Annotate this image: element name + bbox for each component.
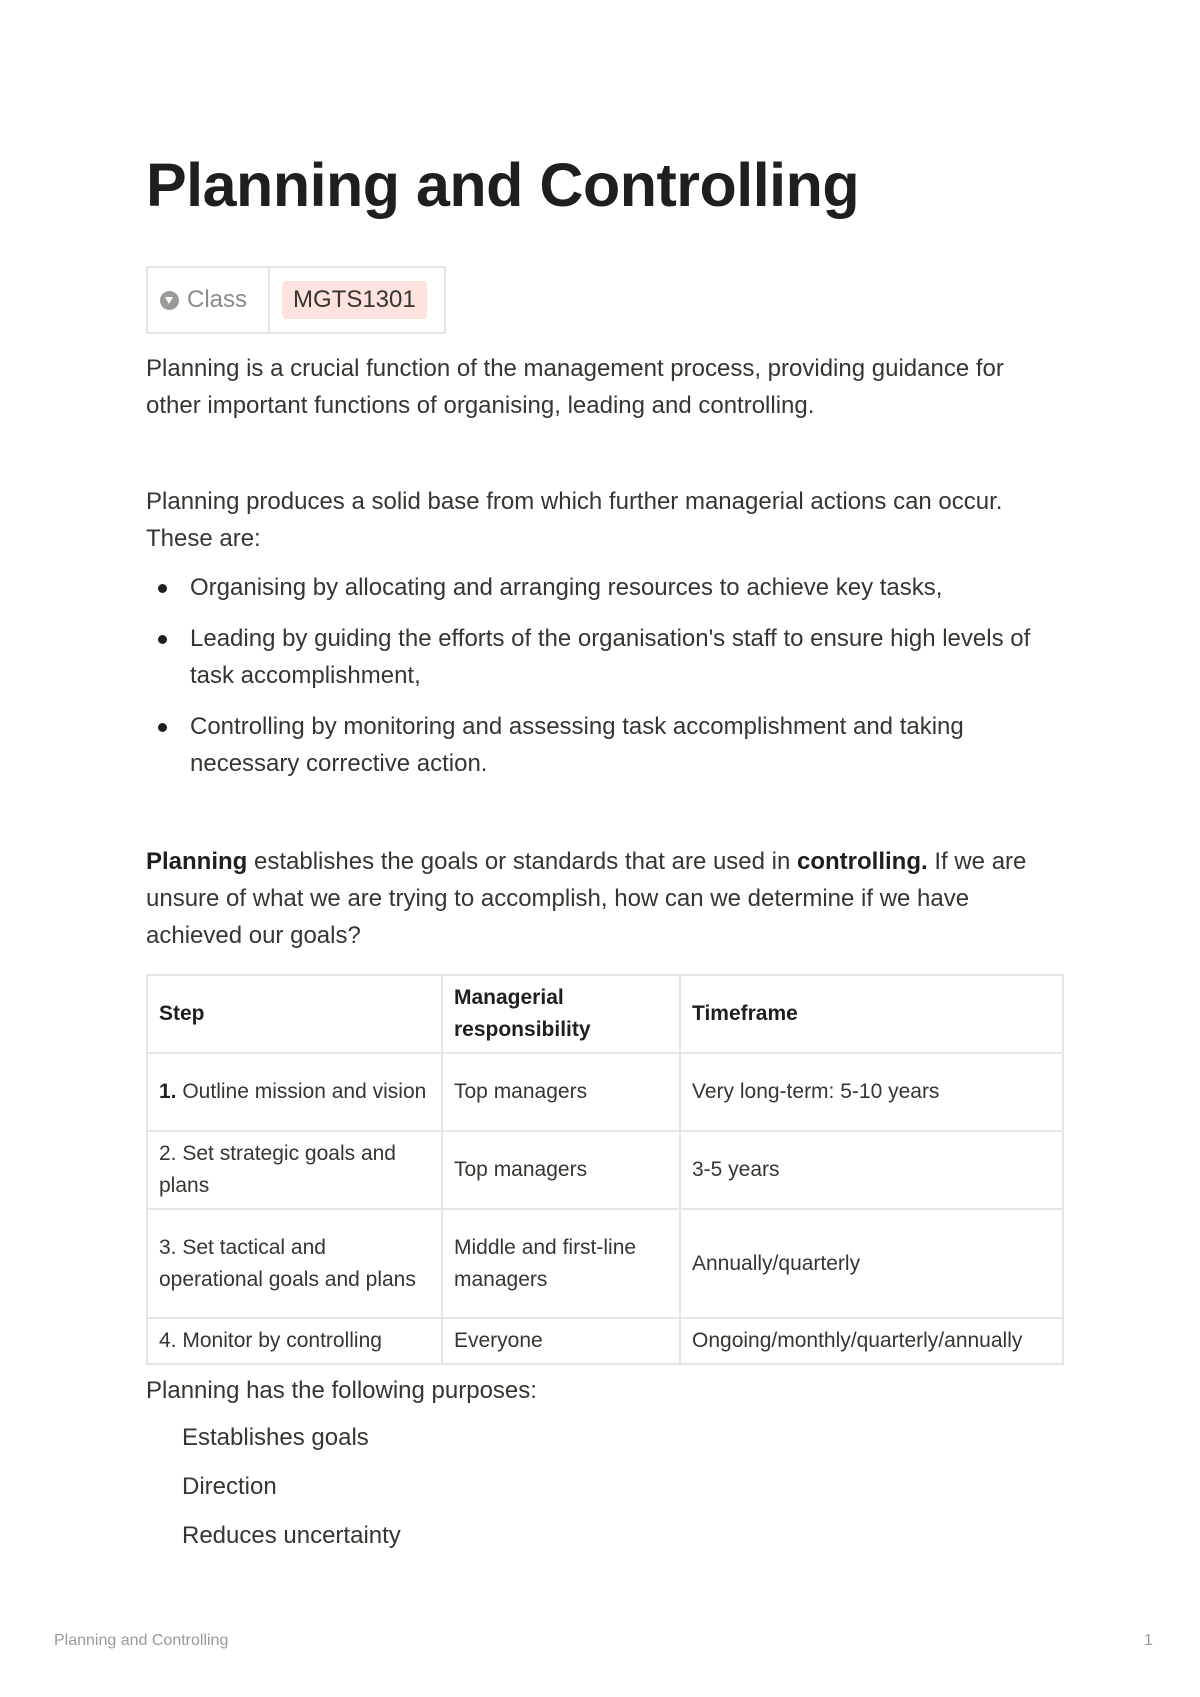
timeframe-cell: Ongoing/monthly/quarterly/annually (680, 1318, 1063, 1364)
step-cell (147, 1053, 442, 1131)
table-row (147, 1209, 1063, 1318)
header-responsibility: Managerial responsibility (442, 975, 680, 1053)
footer-title: Planning and Controlling (54, 1632, 229, 1649)
intro-paragraph: Planning is a crucial function of the management process, providing guidance for other important functions of organising, leading and controlling. (146, 355, 1004, 419)
responsibility-cell: Top managers (442, 1131, 680, 1209)
step-cell: 4. Monitor by controlling (147, 1318, 442, 1364)
table-row (147, 1318, 1063, 1364)
property-table (146, 266, 446, 334)
timeframe-cell: 3-5 years (680, 1131, 1063, 1209)
goals-paragraph (146, 843, 1064, 954)
header-timeframe: Timeframe (680, 975, 1063, 1053)
goals-text-1: establishes the goals or standards that are used in (247, 848, 798, 875)
list-item: Establishes goals (182, 1424, 369, 1451)
property-name: Class (187, 286, 248, 313)
list-item: Controlling by monitoring and assessing task accomplishment and taking necessary corrective action. (146, 708, 1064, 782)
step-cell: 3. Set tactical and operational goals and plans (147, 1209, 442, 1318)
step-cell: 2. Set strategic goals and plans (147, 1131, 442, 1209)
bold-controlling: controlling. (797, 848, 928, 875)
step-text: Outline mission and vision (176, 1080, 427, 1103)
base-paragraph: Planning produces a solid base from which further managerial actions can occur. These are: (146, 488, 1003, 552)
bold-planning: Planning (146, 848, 248, 875)
table-header-row (147, 975, 1063, 1053)
responsibility-cell: Middle and first-line managers (442, 1209, 680, 1318)
timeframe-cell: Very long-term: 5-10 years (680, 1053, 1063, 1131)
purposes-list (182, 1419, 401, 1566)
actions-list (146, 569, 1064, 796)
property-name-cell (147, 267, 269, 333)
list-item: Reduces uncertainty (182, 1522, 401, 1549)
select-circle-icon (160, 291, 179, 310)
list-item: Organising by allocating and arranging resources to achieve key tasks, (146, 569, 1064, 606)
planning-steps-table (146, 974, 1064, 1365)
table-row (147, 1053, 1063, 1131)
goals-text-2: If we are unsure of what we are trying to accomplish, how can we determine if we have achieved our goals? (146, 848, 1027, 949)
footer-page-number: 1 (1144, 1632, 1153, 1649)
step-number: 1. (159, 1080, 177, 1103)
class-tag: MGTS1301 (282, 281, 427, 319)
page-title: Planning and Controlling (146, 151, 860, 219)
property-value-cell (269, 267, 445, 333)
header-step: Step (147, 975, 442, 1053)
list-item: Direction (182, 1473, 277, 1500)
responsibility-cell: Everyone (442, 1318, 680, 1364)
list-item: Leading by guiding the efforts of the organisation's staff to ensure high levels of task accomplishment, (146, 620, 1064, 694)
purposes-paragraph: Planning has the following purposes: (146, 1377, 537, 1404)
table-row (147, 1131, 1063, 1209)
property-row (147, 267, 445, 333)
timeframe-cell: Annually/quarterly (680, 1209, 1063, 1318)
responsibility-cell: Top managers (442, 1053, 680, 1131)
